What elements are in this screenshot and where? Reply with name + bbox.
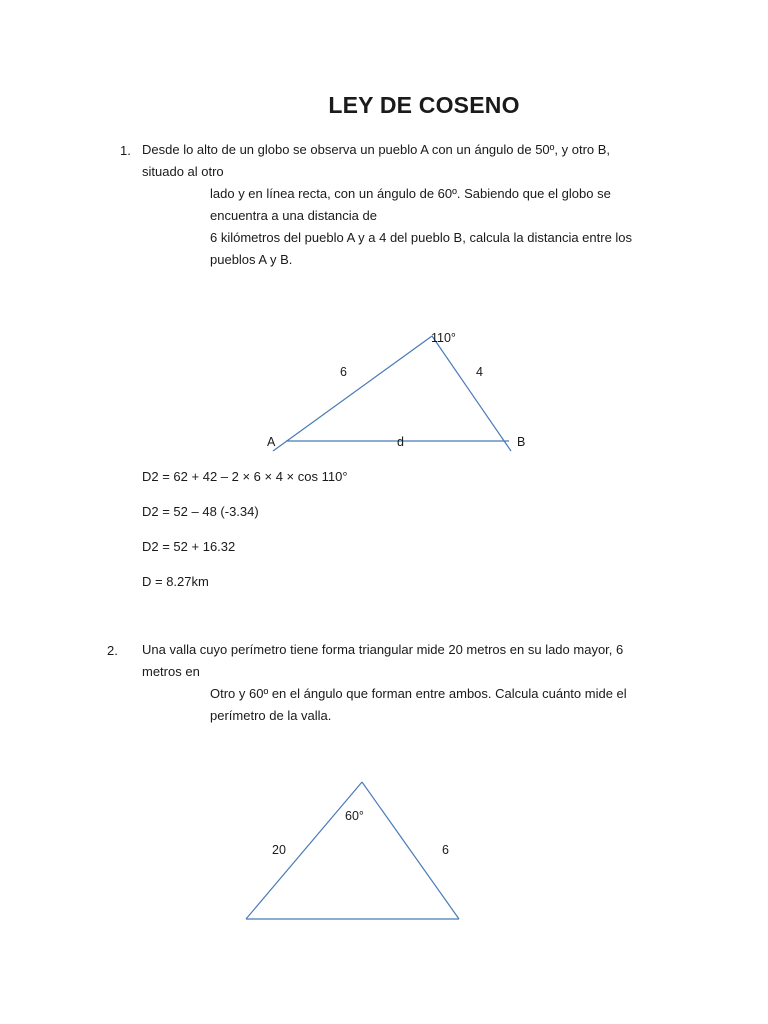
problem-1-line-5: 6 kilómetros del pueblo A y a 4 del pueblo B, calcula la distancia entre los — [210, 230, 633, 245]
triangle-2-angle-label: 60° — [345, 809, 364, 823]
triangle-1-side-a-label: 6 — [340, 365, 347, 379]
triangle-1-base-label: d — [397, 435, 404, 449]
page-title: LEY DE COSENO — [328, 92, 520, 118]
equation-2: D2 = 52 – 48 (-3.34) — [142, 504, 259, 519]
problem-2-number: 2. — [107, 643, 118, 658]
problem-1-line-3: lado y en línea recta, con un ángulo de 60º. Sabiendo que el globo se — [210, 186, 611, 201]
triangle-1-side-right — [432, 336, 511, 451]
equation-1: D2 = 62 + 42 – 2 × 6 × 4 × cos 110° — [142, 469, 348, 484]
triangle-1-angle-label: 110° — [431, 331, 456, 345]
triangle-1-vertex-b: B — [517, 435, 526, 449]
problem-1-line-4: encuentra a una distancia de — [210, 208, 377, 223]
problem-2-line-1: Una valla cuyo perímetro tiene forma triangular mide 20 metros en su lado mayor, 6 — [142, 642, 624, 657]
problem-1-line-2: situado al otro — [142, 164, 224, 179]
problem-2-line-3: Otro y 60º en el ángulo que forman entre ambos. Calcula cuánto mide el — [210, 686, 627, 701]
triangle-figure-2 — [246, 782, 459, 919]
triangle-2-side-right-label: 6 — [442, 843, 449, 857]
triangle-1-side-left — [273, 336, 432, 451]
triangle-2-side-left — [246, 782, 362, 919]
problem-2-line-2: metros en — [142, 664, 200, 679]
equation-4: D = 8.27km — [142, 574, 209, 589]
problem-1-number: 1. — [120, 143, 131, 158]
equation-3: D2 = 52 + 16.32 — [142, 539, 236, 554]
problem-1-line-1: Desde lo alto de un globo se observa un pueblo A con un ángulo de 50º, y otro B, — [142, 142, 611, 157]
triangle-2-side-left-label: 20 — [272, 843, 286, 857]
problem-2-line-4: perímetro de la valla. — [210, 708, 332, 723]
problem-1-line-6: pueblos A y B. — [210, 252, 293, 267]
triangle-1-side-b-label: 4 — [476, 365, 483, 379]
triangle-figure-1 — [267, 331, 525, 451]
triangle-1-vertex-a: A — [267, 435, 276, 449]
